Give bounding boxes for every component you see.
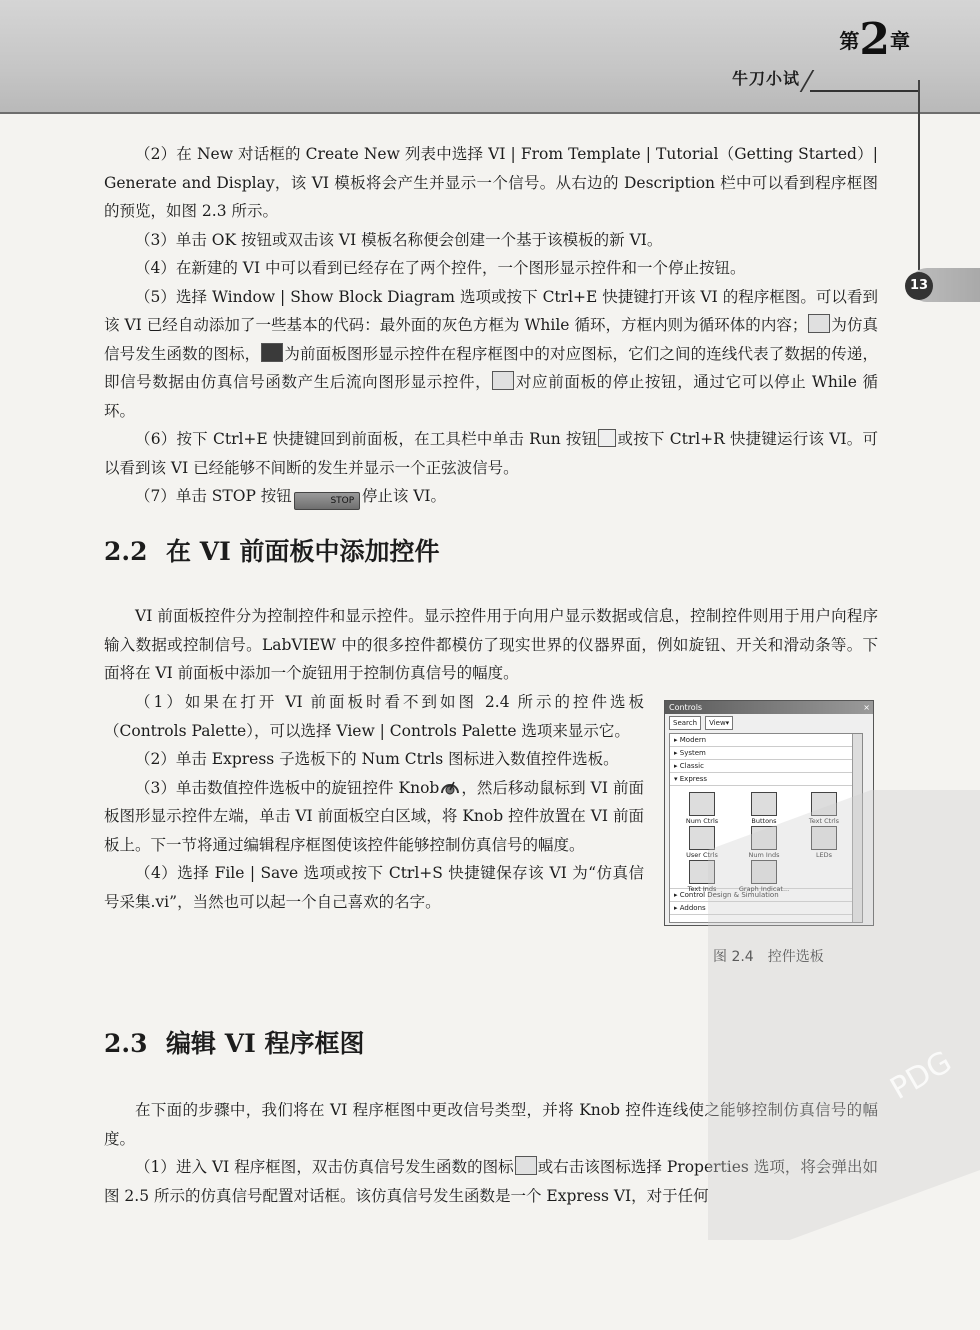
num-inds-icon (751, 826, 777, 850)
category-system: ▸ System (670, 747, 862, 760)
paragraph: （4）在新建的 VI 中可以看到已经存在了两个控件，一个图形显示控件和一个停止按钮。 (135, 259, 746, 277)
palette-item-leds (798, 826, 850, 859)
watermark-text: PDG (884, 1044, 958, 1107)
category-label: Addons (679, 904, 706, 912)
palette-icon-grid (670, 786, 862, 893)
figure-caption: 图 2.4 控件选板 (713, 949, 824, 965)
paragraph-step1 (104, 1153, 878, 1210)
palette-item-text-ctrls (798, 792, 850, 825)
page-header-band (0, 0, 980, 114)
section-heading-2-3 (104, 1024, 365, 1060)
text-run: （5）选择 Window | Show Block Diagram 选项或按下 Ctrl+E 快捷键打开该 VI 的程序框图。可以看到该 VI 已经自动添加了一些基本的代码：最外面的灰色方框为 While 循环，方框内则为循环体的内容； (104, 287, 878, 334)
palette-item-num-ctrls (676, 792, 728, 825)
category-label: Modern (679, 736, 707, 744)
palette-toolbar (665, 714, 873, 734)
category-label: Classic (679, 762, 704, 770)
margin-rule (918, 80, 920, 270)
chapter-number: 2 (859, 14, 890, 65)
palette-item-label: Text Ctrls (808, 817, 840, 825)
controls-palette-figure (664, 700, 874, 926)
paragraph: VI 前面板控件分为控制控件和显示控件。显示控件用于向用户显示数据或信息，控制控件则用于用户向程序输入数据或控制信号。LabVIEW 中的很多控件都模仿了现实世界的仪器界面，例如旋钮、开关和滑动条等。下面将在 VI 前面板中添加一个旋钮用于控制仿真信号的幅度。 (104, 607, 878, 682)
section22-steps (104, 688, 644, 916)
text-run: （6）按下 Ctrl+E 快捷键回到前面板，在工具栏中单击 Run 按钮 (135, 430, 598, 448)
chapter-prefix: 第 (839, 29, 860, 53)
palette-item-buttons (738, 792, 790, 825)
graph-indicators-icon (751, 860, 777, 884)
paragraph: （3）单击 OK 按钮或双击该 VI 模板名称便会创建一个基于该模板的新 VI。 (135, 230, 663, 249)
view-button: View▾ (705, 716, 733, 730)
text-run: （7）单击 STOP 按钮 (135, 487, 292, 505)
paragraph: （2）在 New 对话框的 Create New 列表中选择 VI | From Template | Tutorial（Getting Started）| Generate and Display，该 VI 模板将会产生并显示一个信号。从右边的 Description 栏中可以看到程序框图的预览，如图 2.3 所示。 (104, 145, 878, 220)
text-run: 为仿真信号发生函数的图标， (104, 316, 878, 363)
text-run: 或右击该图标选择 Properties 选项，将会弹出如图 2.5 所示的仿真信号配置对话框。该仿真信号发生函数是一个 Express VI，对于任何 (104, 1158, 878, 1205)
category-classic: ▸ Classic (670, 760, 862, 773)
section22-intro (104, 602, 878, 688)
run-arrow-icon (598, 429, 616, 447)
category-modern: ▸ Modern (670, 734, 862, 747)
text-run: 停止该 VI。 (361, 487, 447, 505)
search-button: Search (669, 716, 701, 730)
text-run: （3）单击数值控件选板中的旋钮控件 Knob (135, 778, 440, 797)
buttons-icon (751, 792, 777, 816)
header-rule (810, 90, 920, 92)
leds-icon (811, 826, 837, 850)
palette-item-label: Buttons (751, 817, 777, 825)
category-express: ▾ Express (670, 773, 862, 786)
palette-item-label: LEDs (815, 851, 833, 859)
section-title-text: 在 VI 前面板中添加控件 (166, 537, 440, 566)
text-run: 或按下 Ctrl+R 快捷键运行该 VI。可以看到该 VI 已经能够不间断的发生并显示一个正弦波信号。 (104, 430, 878, 477)
text-inds-icon (689, 860, 715, 884)
chapter-label (839, 14, 910, 65)
paragraph-step3 (104, 774, 644, 860)
palette-item-label: User Ctrls (686, 851, 718, 859)
palette-list (669, 733, 863, 923)
paragraph-step6 (104, 425, 878, 482)
section-number: 2.3 (104, 1029, 148, 1058)
paragraph: （4）选择 File | Save 选项或按下 Ctrl+S 快捷键保存该 VI 为“仿真信号采集.vi”，当然也可以起一个自己喜欢的名字。 (104, 864, 644, 911)
category-label: System (679, 749, 706, 757)
stop-terminal-icon (492, 371, 514, 390)
section-number: 2.2 (104, 537, 148, 566)
category-label: Express (679, 775, 708, 783)
text-run: （1）进入 VI 程序框图，双击仿真信号发生函数的图标 (135, 1158, 514, 1176)
text-run: ，然后移动鼠标到 VI 前面板图形显示控件左端，单击 VI 前面板空白区域，将 Knob 控件放置在 VI 前面板上。下一节将通过编辑程序框图使该控件能够控制仿真信号的幅度。 (104, 778, 645, 854)
graph-terminal-icon (261, 343, 283, 362)
paragraph-step5 (104, 283, 878, 426)
palette-titlebar (665, 701, 873, 714)
section-heading-2-2 (104, 532, 440, 568)
simulate-signal-icon (808, 314, 830, 333)
palette-item-text-inds (676, 860, 728, 893)
page-number: 13 (905, 272, 933, 300)
text-ctrls-icon (811, 792, 837, 816)
palette-item-user-ctrls (676, 826, 728, 859)
chapter-subtitle: 牛刀小试 (731, 69, 800, 88)
palette-item-label: Text Inds (687, 885, 717, 893)
paragraph: 在下面的步骤中，我们将在 VI 程序框图中更改信号类型，并将 Knob 控件连线使之能够控制仿真信号的幅度。 (104, 1101, 878, 1148)
paragraph: （2）单击 Express 子选板下的 Num Ctrls 图标进入数值控件选板。 (135, 750, 619, 768)
category-addons: ▸ Addons (670, 902, 862, 915)
palette-item-label: Graph Indicat... (738, 885, 790, 893)
text-run: 为前面板图形显示控件在程序框图中的对应图标，它们之间的连线代表了数据的传递，即信号数据由仿真信号函数产生后流向图形显示控件， (104, 344, 878, 391)
palette-item-label: Num Inds (748, 851, 780, 859)
paragraph: （1）如果在打开 VI 前面板时看不到如图 2.4 所示的控件选板（Controls Palette），可以选择 View | Controls Palette 选项来显示它。 (104, 693, 644, 740)
num-ctrls-icon (689, 792, 715, 816)
palette-item-graph-indicators (738, 860, 790, 893)
palette-title: Controls (669, 703, 703, 712)
stop-button-image: STOP (294, 492, 360, 510)
palette-item-label: Num Ctrls (685, 817, 719, 825)
simulate-signal-icon (515, 1156, 537, 1175)
chapter-suffix: 章 (890, 29, 910, 53)
text-run: 对应前面板的停止按钮，通过它可以停止 While 循环。 (104, 373, 878, 420)
category-control-design: ▸ Control Design & Simulation (670, 889, 862, 902)
paragraph-step7 (104, 482, 878, 511)
intro-text-block (104, 140, 878, 511)
category-label: Control Design & Simulation (679, 891, 779, 899)
user-ctrls-icon (689, 826, 715, 850)
section23-text (104, 1096, 878, 1210)
knob-icon (439, 776, 461, 796)
section-title-text: 编辑 VI 程序框图 (166, 1029, 365, 1058)
palette-scrollbar (852, 734, 862, 922)
palette-item-num-inds (738, 826, 790, 859)
close-icon: × (863, 703, 870, 712)
